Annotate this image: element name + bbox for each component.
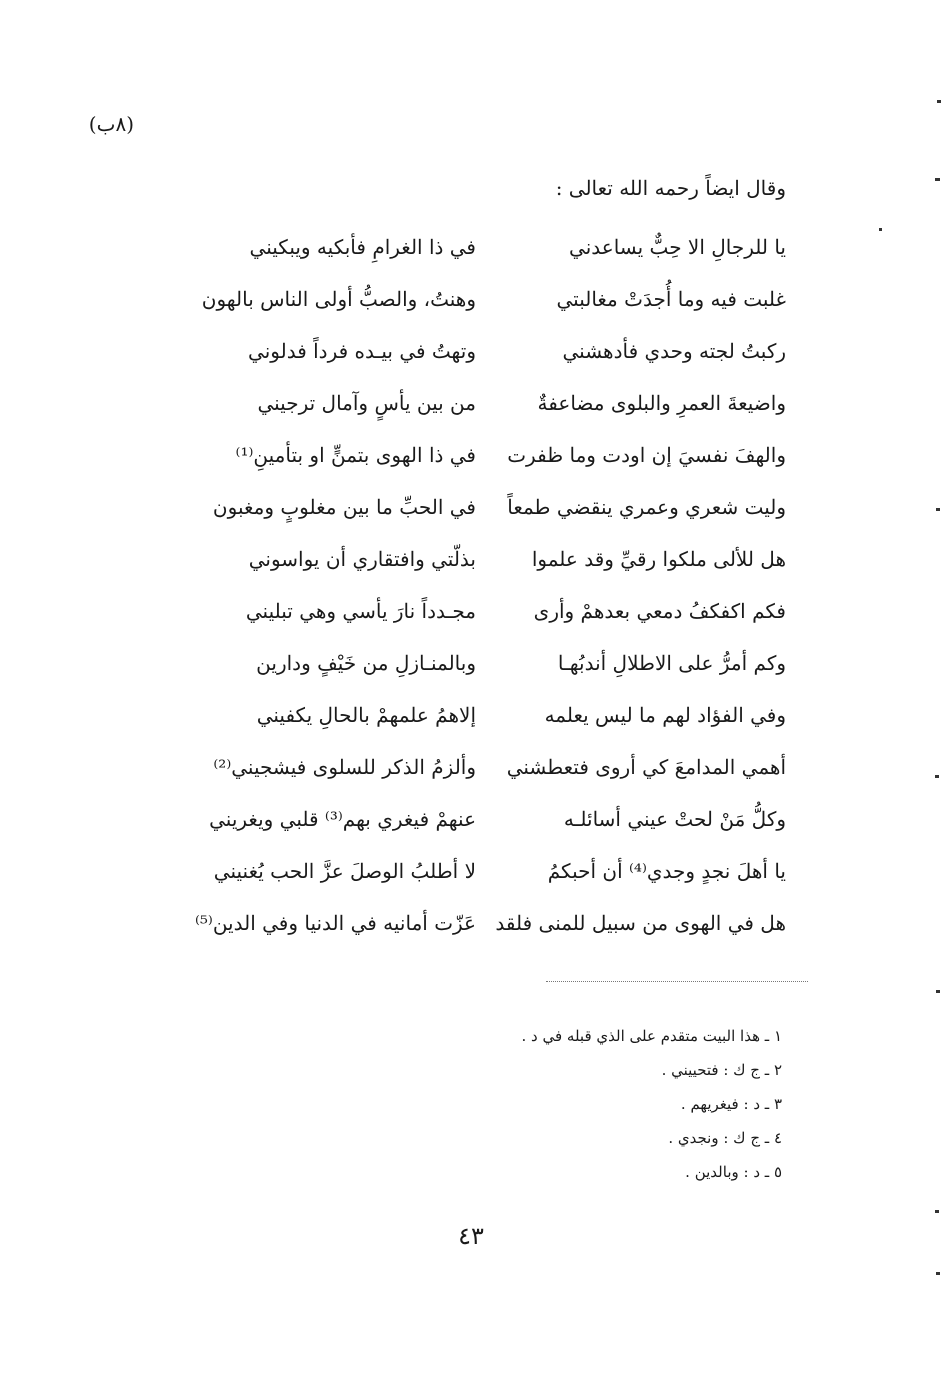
verse-second-hemistich: في ذا الهوى بتمنٍّ او بتأمينِ⁽¹⁾ <box>235 443 476 467</box>
scan-speck <box>937 100 941 103</box>
verse-second-hemistich: عَزّت أمانيه في الدنيا وفي الدين⁽⁵⁾ <box>194 911 476 935</box>
verse-second-hemistich: وبالمنـازلِ من خَيْفٍ ودارين <box>256 651 476 675</box>
verse-first-hemistich: يا للرجالِ الا حِبٌّ يساعدني <box>569 235 786 259</box>
footnote: ١ ـ هذا البيت متقدم على الذي قبله في د . <box>521 1027 782 1045</box>
folio-marker: (٨ب) <box>88 112 134 136</box>
verse-first-hemistich: هل في الهوى من سبيل للمنى فلقد <box>495 911 786 935</box>
verse-second-hemistich: مجـدداً نارَ يأسي وهي تبليني <box>245 599 476 623</box>
verse <box>0 492 942 544</box>
verse-second-hemistich: إلاهمُ علمهمْ بالحالِ يكفيني <box>256 703 476 727</box>
verse <box>0 804 942 856</box>
scan-speck <box>936 508 940 511</box>
verse-first-hemistich: هل للألى ملكوا رقيِّ وقد علموا <box>531 547 786 571</box>
footnote: ٤ ـ ج ك : ونجدي . <box>668 1129 782 1147</box>
verse-first-hemistich: وكم أمرُّ على الاطلالِ أندبُهـا <box>557 651 786 675</box>
verse-second-hemistich: بذلّتي وافتقاري أن يواسوني <box>248 547 476 571</box>
footnote: ٥ ـ د : وبالدين . <box>685 1163 782 1181</box>
verse-second-hemistich: من بين يأسٍ وآمال ترجيني <box>257 391 476 415</box>
scan-speck <box>879 228 882 231</box>
verse-first-hemistich: أهمي المدامعَ كي أروى فتعطشني <box>506 755 786 779</box>
footnotes <box>521 1026 782 1196</box>
verse-second-hemistich: عنهمْ فيغري بهم⁽³⁾ قلبي ويغريني <box>209 807 476 831</box>
verse-first-hemistich: واضيعةَ العمرِ والبلوى مضاعفةٌ <box>537 391 786 415</box>
verse-second-hemistich: وتهتُ في بيـده فرداً فدلوني <box>248 339 476 363</box>
verse-first-hemistich: وكلُّ مَنْ لحتْ عيني أسائلـه <box>563 807 786 831</box>
verse-second-hemistich: في الحبِّ ما بين مغلوبٍ ومغبون <box>212 495 476 519</box>
verse <box>0 752 942 804</box>
verse <box>0 648 942 700</box>
footnote: ٢ ـ ج ك : فتحييني . <box>661 1061 782 1079</box>
verse-first-hemistich: غلبت فيه وما أُجدَتْ مغالبتي <box>556 287 786 311</box>
verse-second-hemistich: لا أطلبُ الوصلَ عزَّ الحب يُغنيني <box>213 859 476 883</box>
verse <box>0 232 942 284</box>
footnote: ٣ ـ د : فيغريهم . <box>680 1095 782 1113</box>
scan-speck <box>935 1210 939 1213</box>
verse-first-hemistich: فكم اكفكفُ دمعي بعدهمْ وأرى <box>533 599 786 623</box>
verse <box>0 388 942 440</box>
scan-speck <box>935 775 939 778</box>
verse-first-hemistich: وليت شعري وعمري ينقضي طمعاً <box>507 495 786 519</box>
verse <box>0 596 942 648</box>
verse-first-hemistich: يا أهلَ نجدٍ وجدي⁽⁴⁾ أن أحبكمُ <box>547 859 786 883</box>
verse-second-hemistich: وألزمُ الذكر للسلوى فيشجيني⁽²⁾ <box>213 755 476 779</box>
verse <box>0 700 942 752</box>
verse-first-hemistich: والهفَ نفسيَ إن اودت وما ظفرت <box>507 443 786 467</box>
verse <box>0 336 942 388</box>
scan-speck <box>935 178 940 181</box>
verse-second-hemistich: في ذا الغرامِ فأبكيه ويبكيني <box>249 235 476 259</box>
verse <box>0 908 942 960</box>
verse-first-hemistich: وفي الفؤاد لهم ما ليس يعلمه <box>544 703 786 727</box>
verse <box>0 440 942 492</box>
verse-first-hemistich: ركبتُ لجته وحدي فأدهشني <box>562 339 786 363</box>
footnote-divider <box>546 981 808 982</box>
verse-second-hemistich: وهنتُ، والصبُّ أولى الناس بالهون <box>201 287 476 311</box>
verse <box>0 856 942 908</box>
scan-speck <box>936 990 940 993</box>
poem-introduction: وقال ايضاً رحمه الله تعالى : <box>555 176 786 200</box>
page-number: ٤٣ <box>458 1222 484 1250</box>
scan-speck <box>936 1272 940 1275</box>
verse <box>0 544 942 596</box>
verse <box>0 284 942 336</box>
